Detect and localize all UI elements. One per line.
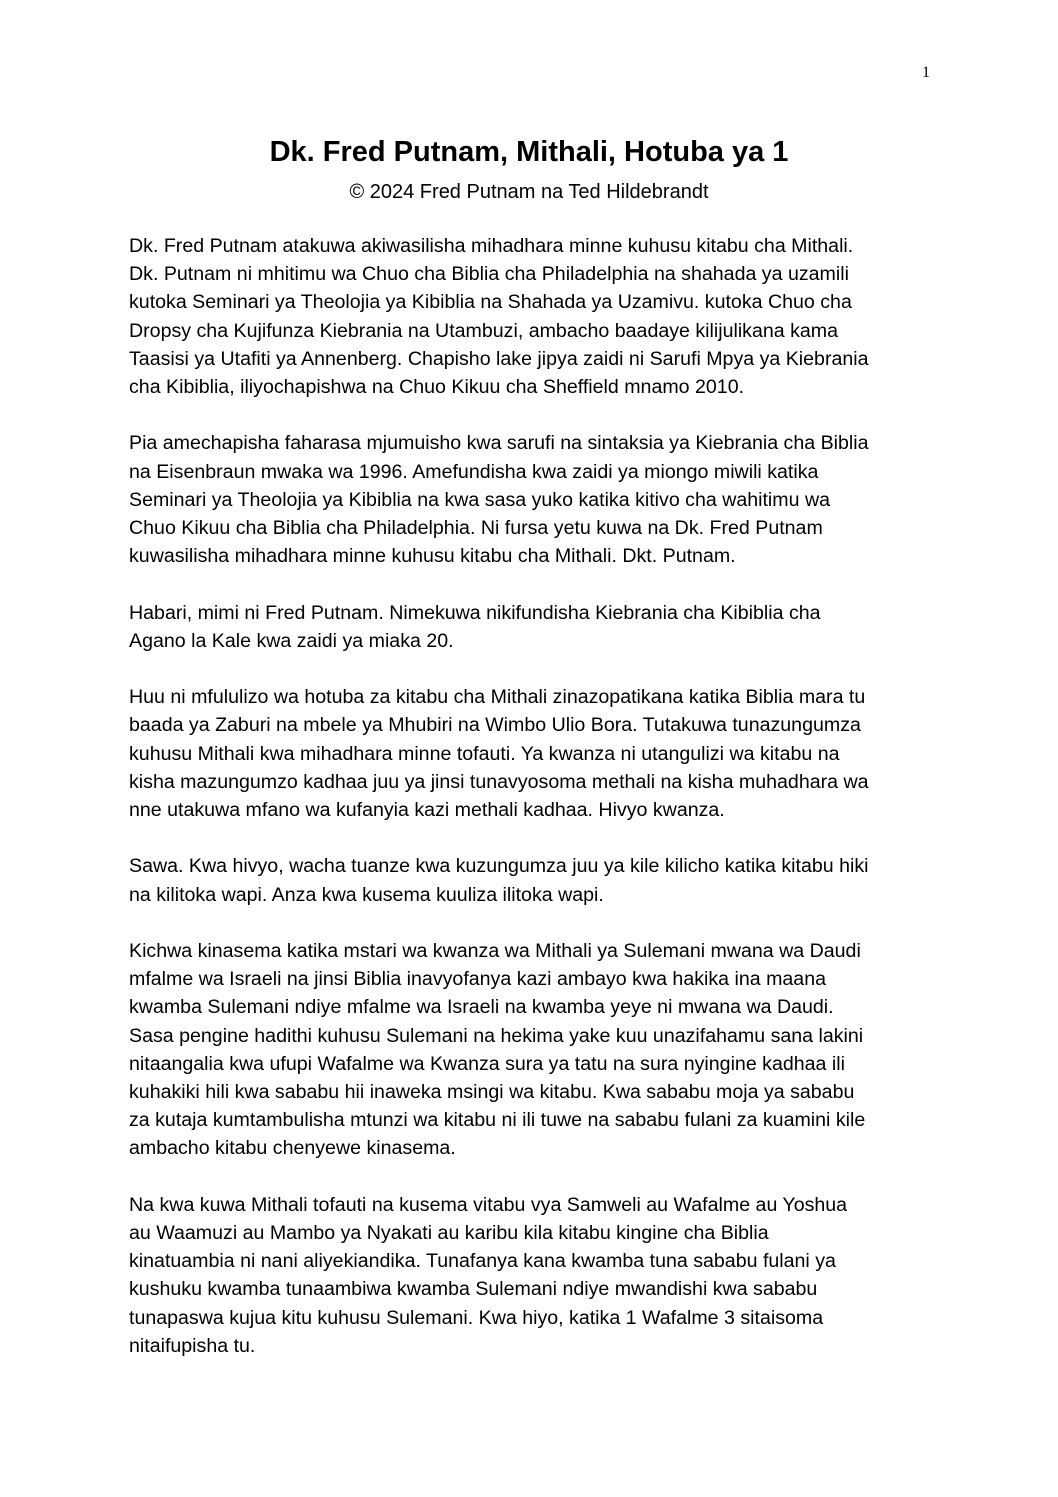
text-line: na kilitoka wapi. Anza kwa kusema kuuliza ilitoka wapi. [129,883,604,906]
text-line: tunapaswa kujua kitu kuhusu Sulemani. Kwa hiyo, katika 1 Wafalme 3 sitaisoma [129,1306,824,1329]
text-line: kuhakiki hili kwa sababu hii inaweka msingi wa kitabu. Kwa sababu moja ya sababu [129,1081,855,1104]
text-line: Dropsy cha Kujifunza Kiebrania na Utambuzi, ambacho baadaye kilijulikana kama [129,319,839,342]
text-line: nitaifupisha tu. [129,1334,256,1357]
paragraph [129,232,934,401]
paragraph [129,852,934,908]
text-line: Na kwa kuwa Mithali tofauti na kusema vitabu vya Samweli au Wafalme au Yoshua [129,1193,848,1216]
text-line: Sawa. Kwa hivyo, wacha tuanze kwa kuzungumza juu ya kile kilicho katika kitabu hiki [129,855,869,878]
text-line: na Eisenbraun mwaka wa 1996. Amefundisha kwa zaidi ya miongo miwili katika [129,460,819,483]
text-line: Sasa pengine hadithi kuhusu Sulemani na hekima yake kuu unazifahamu sana lakini [129,1024,864,1047]
text-line: kuwasilisha mihadhara minne kuhusu kitabu cha Mithali. Dkt. Putnam. [129,545,736,568]
text-line: kushuku kwamba tunaambiwa kwamba Sulemani ndiye mwandishi kwa sababu [129,1278,818,1301]
text-line: kwamba Sulemani ndiye mfalme wa Israeli na kwamba yeye ni mwana wa Daudi. [129,996,834,1019]
paragraph [129,683,934,824]
paragraph [129,1191,934,1360]
text-line: Agano la Kale kwa zaidi ya miaka 20. [129,629,454,652]
text-line: mfalme wa Israeli na jinsi Biblia inavyofanya kazi ambayo kwa hakika ina maana [129,968,827,991]
text-line: nne utakuwa mfano wa kufanyia kazi methali kadhaa. Hivyo kwanza. [129,799,725,822]
paragraph [129,429,934,570]
page-number: 1 [922,64,930,81]
copyright-line: © 2024 Fred Putnam na Ted Hildebrandt [349,181,709,203]
text-line: Seminari ya Theolojia ya Kibiblia na kwa sasa yuko katika kitivo cha wahitimu wa [129,488,830,511]
text-line: kutoka Seminari ya Theolojia ya Kibiblia na Shahada ya Uzamivu. kutoka Chuo cha [129,291,852,314]
paragraph [129,599,934,655]
text-line: kinatuambia ni nani aliyekiandika. Tunafanya kana kwamba tuna sababu fulani ya [129,1250,836,1273]
text-line: kuhusu Mithali kwa mihadhara minne tofauti. Ya kwanza ni utangulizi wa kitabu na [129,742,840,765]
text-line: Huu ni mfululizo wa hotuba za kitabu cha Mithali zinazopatikana katika Biblia mara tu [129,686,866,709]
text-line: za kutaja kumtambulisha mtunzi wa kitabu ni ili tuwe na sababu fulani za kuamini kile [129,1109,866,1132]
text-line: Dk. Putnam ni mhitimu wa Chuo cha Biblia cha Philadelphia na shahada ya uzamili [129,263,849,286]
text-line: Taasisi ya Utafiti ya Annenberg. Chapisho lake jipya zaidi ni Sarufi Mpya ya Kiebrania [129,347,869,370]
text-line: cha Kibiblia, iliyochapishwa na Chuo Kikuu cha Sheffield mnamo 2010. [129,376,745,399]
text-line: au Waamuzi au Mambo ya Nyakati au karibu kila kitabu kingine cha Biblia [129,1222,769,1245]
text-line: baada ya Zaburi na mbele ya Mhubiri na Wimbo Ulio Bora. Tutakuwa tunazungumza [129,714,861,737]
document-title: Dk. Fred Putnam, Mithali, Hotuba ya 1 [269,136,789,168]
text-line: Habari, mimi ni Fred Putnam. Nimekuwa nikifundisha Kiebrania cha Kibiblia cha [129,601,821,624]
text-line: kisha mazungumzo kadhaa juu ya jinsi tunavyosoma methali na kisha muhadhara wa [129,770,869,793]
text-line: Pia amechapisha faharasa mjumuisho kwa sarufi na sintaksia ya Kiebrania cha Biblia [129,432,869,455]
text-line: Chuo Kikuu cha Biblia cha Philadelphia. Ni fursa yetu kuwa na Dk. Fred Putnam [129,517,823,540]
text-line: Dk. Fred Putnam atakuwa akiwasilisha mihadhara minne kuhusu kitabu cha Mithali. [129,235,854,257]
text-line: Kichwa kinasema katika mstari wa kwanza wa Mithali ya Sulemani mwana wa Daudi [129,940,861,962]
text-line: nitaangalia kwa ufupi Wafalme wa Kwanza sura ya tatu na sura nyingine kadhaa ili [129,1052,845,1075]
paragraph [129,937,934,1163]
document-body [129,232,934,1388]
text-line: ambacho kitabu chenyewe kinasema. [129,1137,456,1160]
